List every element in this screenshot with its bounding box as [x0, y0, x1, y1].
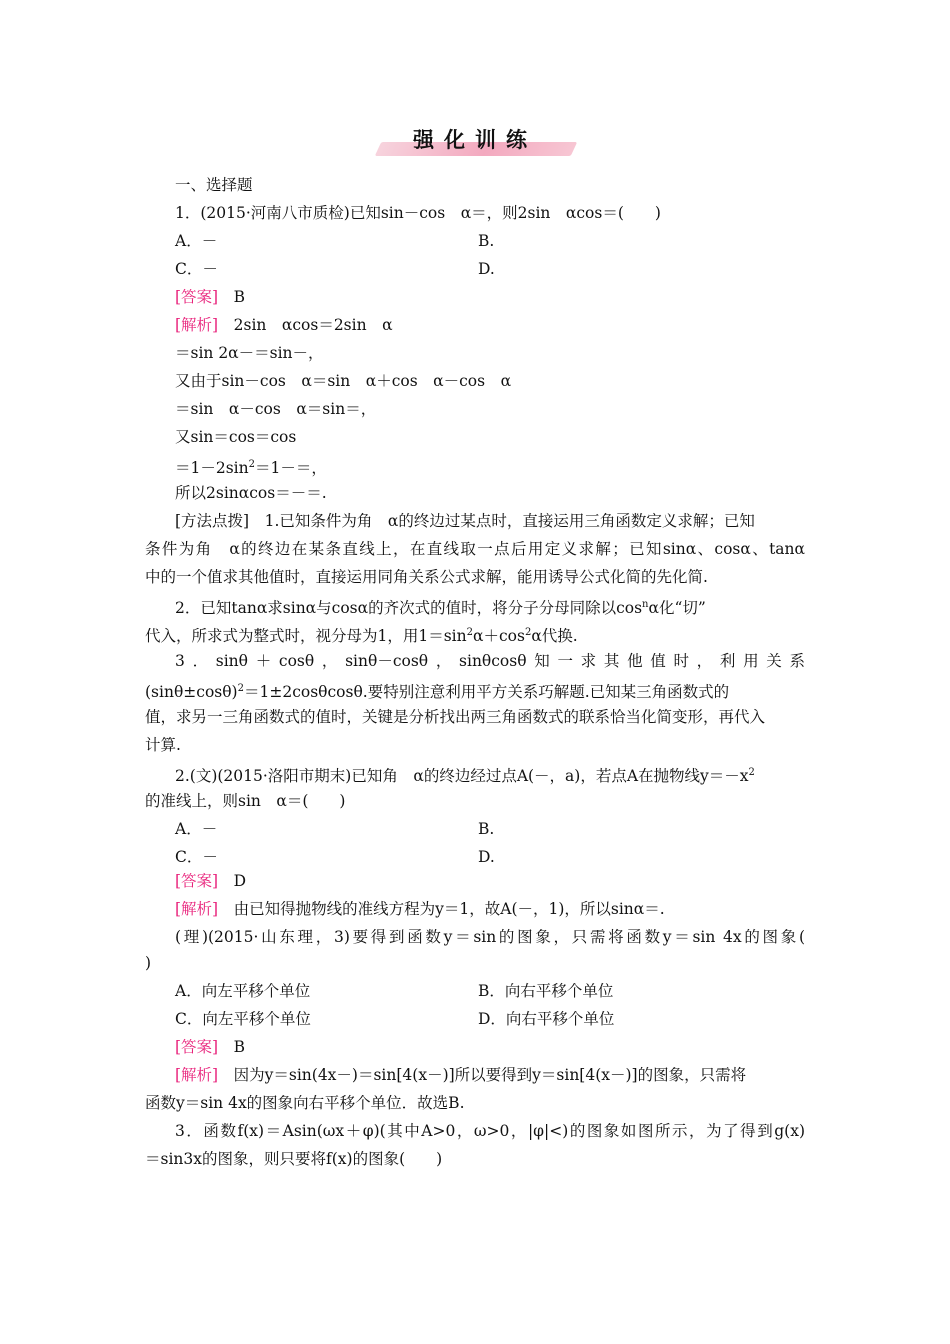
- superscript-2: 2: [237, 683, 244, 694]
- answer-tag: [答案]: [175, 288, 219, 306]
- tips-p3-pre: (sinθ±cosθ): [145, 683, 238, 701]
- q2w-analysis: 由已知得抛物线的准线方程为y＝1，故A(－，1)，所以sinα＝.: [233, 900, 665, 918]
- analysis-tag: [解析]: [175, 1066, 219, 1084]
- tips-p3-post: ＝1±2cosθcosθ.要特别注意利用平方关系巧解题.已知某三角函数式的: [243, 683, 730, 701]
- q1-option-d: D.: [478, 260, 495, 278]
- superscript-2: 2: [248, 459, 255, 470]
- q2w-answer-line: [175, 870, 246, 892]
- q2w-answer: D: [233, 872, 247, 890]
- q2l-answer: B: [233, 1038, 246, 1056]
- superscript-2: 2: [748, 767, 755, 778]
- tips-p2b-mid: α＋cos: [473, 627, 525, 645]
- tips-line-2: 条件为角 α的终边在某条直线上，在直线取一点后用定义求解；已知sinα、cosα、tanα: [145, 540, 805, 558]
- q1-step-4: 又sin＝cos＝cos: [175, 428, 297, 446]
- q1-step-5: [175, 454, 327, 479]
- q2w-stem-text: 2.(文)(2015·洛阳市期末)已知角 α的终边经过点A(－，a)，若点A在抛物线y＝－x: [175, 767, 749, 785]
- q2l-option-b: B．向右平移个单位: [478, 982, 614, 1000]
- section-heading: 一、选择题: [175, 176, 253, 194]
- q2l-option-d: D．向右平移个单位: [478, 1010, 615, 1028]
- q1-step-5-pre: ＝1－2sin: [175, 459, 249, 477]
- q2w-option-d: D.: [478, 848, 495, 866]
- q3-stem-second: ＝sin3x的图象，则只要将f(x)的图象( ): [145, 1150, 443, 1168]
- tips-line-1: [175, 510, 755, 532]
- answer-tag: [答案]: [175, 1038, 219, 1056]
- q1-option-b: B.: [478, 232, 495, 250]
- q1-step-2: 又由于sin－cos α＝sin α＋cos α－cos α: [175, 372, 512, 390]
- analysis-tag: [解析]: [175, 900, 219, 918]
- q2w-stem-second: 的准线上，则sin α＝( ): [145, 792, 346, 810]
- q1-step-6: 所以2sinαcos＝－＝.: [175, 484, 327, 502]
- q1-analysis-line: [175, 314, 393, 336]
- q2l-answer-line: [175, 1036, 245, 1058]
- tips-line-5: [145, 622, 578, 647]
- page-title: 强化训练: [413, 127, 537, 152]
- superscript-2: 2: [524, 627, 532, 638]
- superscript-2: 2: [466, 627, 473, 638]
- answer-tag: [答案]: [175, 872, 219, 890]
- q1-option-a: A．－: [175, 232, 218, 250]
- q1-answer: B: [233, 288, 246, 306]
- q2w-option-c: C．－: [175, 848, 218, 866]
- q1-step-1: ＝sin 2α－＝sin－，: [175, 344, 324, 362]
- q1-option-c: C．－: [175, 260, 218, 278]
- tips-p2b-pre: 代入，所求式为整式时，视分母为1，用1＝sin: [145, 627, 467, 645]
- q1-stem: 1．(2015·河南八市质检)已知sin－cos α＝，则2sin αcos＝( ): [175, 204, 661, 222]
- superscript-n: n: [642, 599, 649, 610]
- q2l-option-c: C．向左平移个单位: [175, 1010, 311, 1028]
- q2w-analysis-line: [175, 898, 665, 920]
- tips-p1-first: 1.已知条件为角 α的终边过某点时，直接运用三角函数定义求解；已知: [264, 512, 755, 530]
- tips-tag: [方法点拨]: [175, 512, 250, 530]
- tips-p2-post: α化“切”: [648, 599, 706, 617]
- q2l-analysis-second: 函数y＝sin 4x的图象向右平移个单位．故选B.: [145, 1094, 465, 1112]
- q2l-analysis-line: [175, 1064, 746, 1086]
- q2l-analysis-first: 因为y＝sin(4x－)＝sin[4(x－)]所以要得到y＝sin[4(x－)]的图象，只需将: [233, 1066, 747, 1084]
- q2w-option-b: B.: [478, 820, 495, 838]
- tips-line-4: [175, 594, 706, 619]
- tips-line-3: 中的一个值求其他值时，直接运用同角关系公式求解，能用诱导公式化简的先化简.: [145, 568, 708, 586]
- tips-line-9: 计算.: [145, 736, 181, 754]
- tips-line-7: [145, 678, 729, 703]
- analysis-tag: [解析]: [175, 316, 219, 334]
- q1-answer-line: [175, 286, 245, 308]
- q2l-option-a: A．向左平移个单位: [175, 982, 311, 1000]
- q2w-option-a: A．－: [175, 820, 218, 838]
- q2l-stem-first: (理)(2015·山东理，3)要得到函数y＝sin的图象，只需将函数y＝sin 4x的图象(: [175, 928, 805, 946]
- q1-analysis-first: 2sin αcos＝2sin α: [233, 316, 393, 334]
- title-banner: [370, 120, 580, 164]
- q2w-stem-first: [175, 762, 755, 787]
- tips-line-8: 值，求另一三角函数式的值时，关键是分析找出两三角函数式的联系恰当化简变形，再代入: [145, 708, 766, 726]
- tips-p2-pre: 2．已知tanα求sinα与cosα的齐次式的值时，将分子分母同除以cos: [175, 599, 643, 617]
- q1-step-3: ＝sin α－cos α＝sin＝，: [175, 400, 377, 418]
- q2l-stem-second: ): [145, 954, 152, 972]
- q3-stem-first: 3．函数f(x)＝Asin(ωx＋φ)(其中A>0，ω>0，|φ|<)的图象如图所示，为了得到g(x): [175, 1122, 805, 1140]
- tips-line-6: 3．sinθ＋cosθ，sinθ－cosθ，sinθcosθ知一求其他值时，利用关系: [175, 652, 805, 670]
- tips-p2b-post: α代换.: [531, 627, 578, 645]
- q1-step-5-post: ＝1－＝，: [255, 459, 327, 477]
